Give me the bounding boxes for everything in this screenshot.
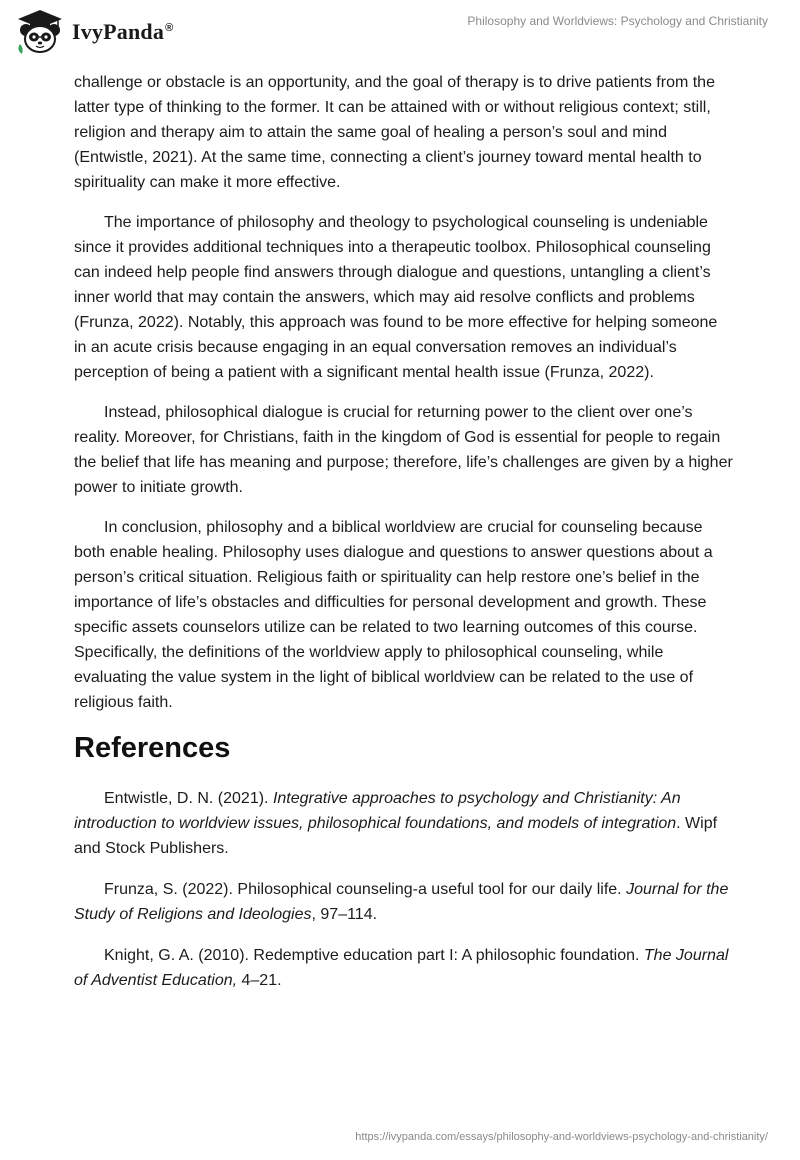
- reference-tail: 4–21.: [237, 972, 282, 989]
- reference-lead: Frunza, S. (2022). Philosophical counseling-a useful tool for our daily life.: [104, 881, 627, 898]
- source-url-link[interactable]: https://ivypanda.com/essays/philosophy-and-worldviews-psychology-and-christianity/: [355, 1131, 768, 1143]
- reference-lead: Entwistle, D. N. (2021).: [104, 790, 273, 807]
- brand-name: IvyPanda®: [72, 19, 174, 44]
- body-paragraph: challenge or obstacle is an opportunity, and the goal of therapy is to drive patients from the latter type of thinking to the former. It can be attained with or without religious context; still, religion and therapy aim to attain the same goal of healing a person’s soul and mind (Entwistle, 2021). At the same time, connecting a client’s journey toward mental health to spirituality can make it more effective.: [74, 74, 715, 191]
- reference-tail: . Wipf and Stock Publishers.: [74, 815, 718, 857]
- registered-mark: ®: [165, 21, 174, 34]
- body-paragraph: In conclusion, philosophy and a biblical worldview are crucial for counseling because both enable healing. Philosophy uses dialogue and questions to answer questions about a person’s critical situation. Religious faith or spirituality can help restore one’s belief in the importance of life’s obstacles and difficulties for personal development and growth. These specific assets counselors utilize can be related to two learning outcomes of this course. Specifically, the definitions of the worldview apply to philosophical counseling, while evaluating the value system in the light of biblical worldview can be related to the use of religious faith.: [74, 519, 713, 711]
- reference-item: [74, 943, 734, 993]
- body-paragraph: Instead, philosophical dialogue is crucial for returning power to the client over one’s reality. Moreover, for Christians, faith in the kingdom of God is essential for people to regain the belief that life has meaning and purpose; therefore, life’s challenges are given by a higher power to initiate growth.: [74, 404, 733, 496]
- ivypanda-logo[interactable]: [14, 8, 173, 56]
- reference-title: Integrative approaches to psychology and Christianity: An introduction to worldview issues, philosophical foundations, and models of integration: [74, 790, 681, 832]
- reference-title: The Journal of Adventist Education,: [74, 947, 729, 989]
- essay-content: [74, 70, 734, 1009]
- reference-lead: Knight, G. A. (2010). Redemptive education part I: A philosophic foundation.: [104, 947, 644, 964]
- document-title: Philosophy and Worldviews: Psychology and Christianity: [467, 14, 768, 28]
- references-heading: References: [74, 732, 231, 764]
- reference-tail: , 97–114.: [311, 906, 378, 923]
- body-paragraph: The importance of philosophy and theology to psychological counseling is undeniable since it provides additional techniques into a therapeutic toolbox. Philosophical counseling can indeed help people find answers through dialogue and questions, untangling a client’s inner world that may contain the answers, which may aid resolve conflicts and problems (Frunza, 2022). Notably, this approach was found to be more effective for helping someone in an acute crisis because engaging in an equal conversation removes an individual’s perception of being a patient with a significant mental health issue (Frunza, 2022).: [74, 214, 718, 381]
- reference-item: [74, 877, 734, 927]
- reference-title: Journal for the Study of Religions and Ideologies: [74, 881, 729, 923]
- panda-graduate-icon: [14, 8, 66, 56]
- page-header: [0, 0, 800, 70]
- reference-item: [74, 786, 734, 861]
